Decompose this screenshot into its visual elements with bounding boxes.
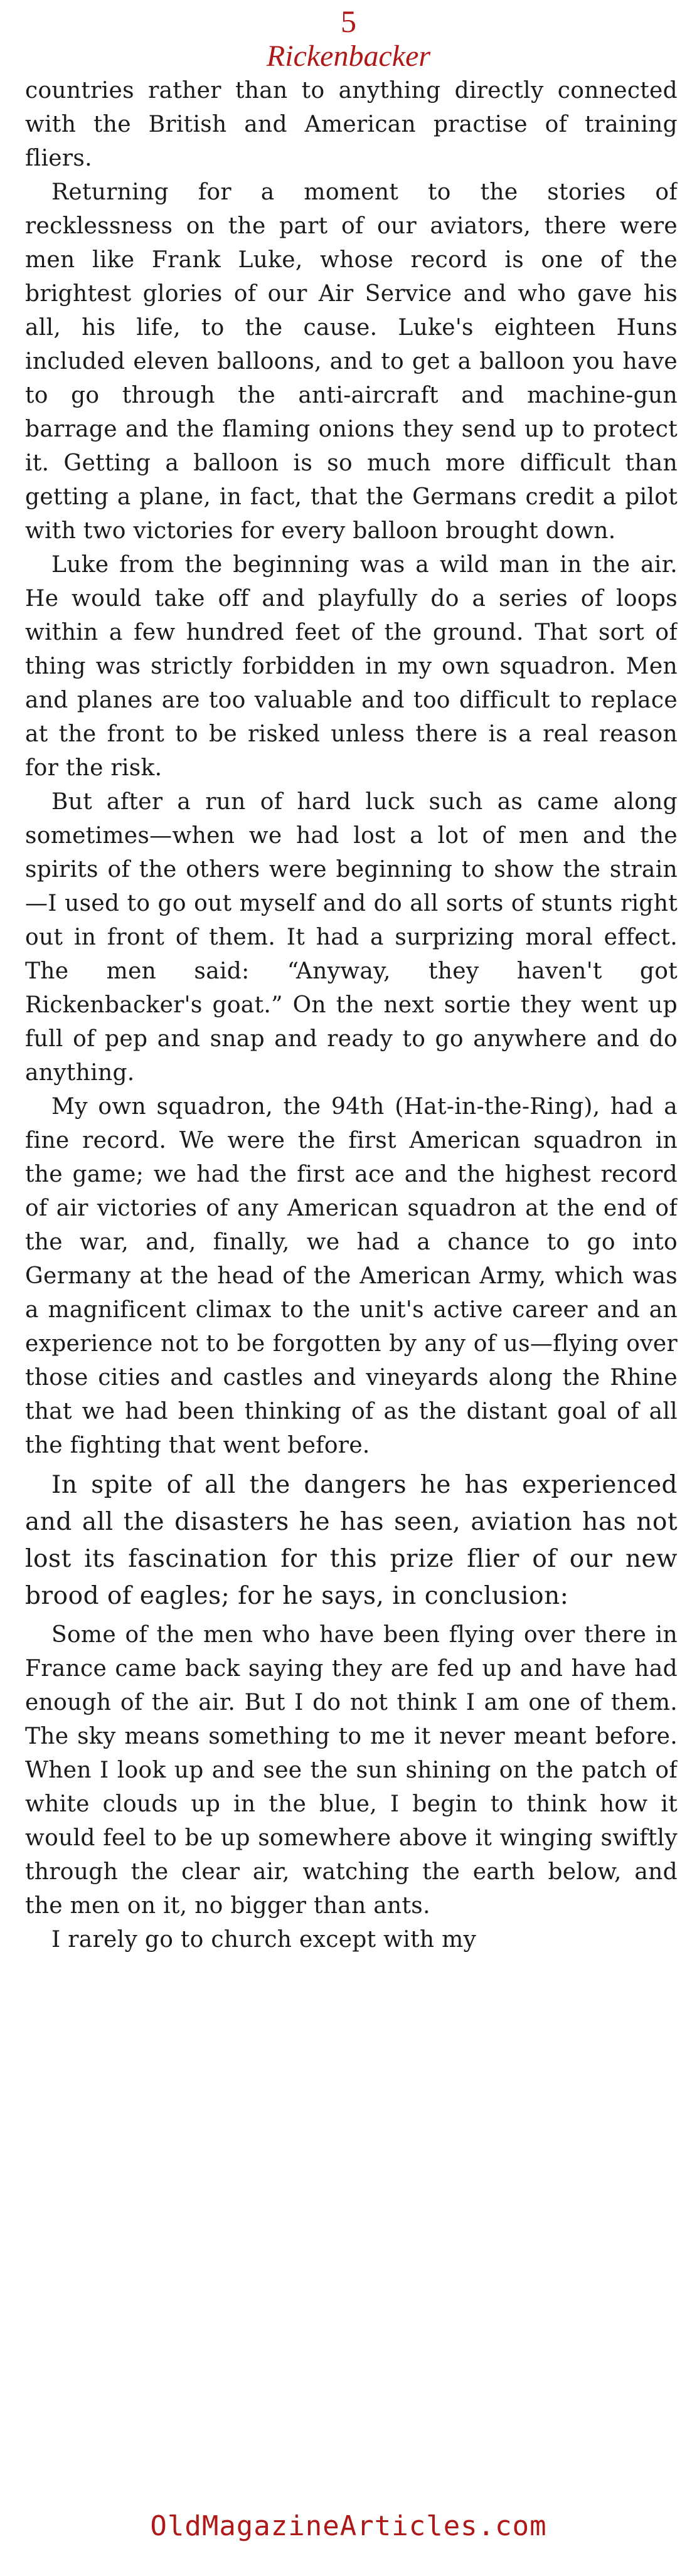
page-title: Rickenbacker <box>266 40 431 73</box>
paragraph-continuation: countries rather than to anything directly connected with the British and American practise of training fliers. <box>25 78 678 171</box>
paragraph-hard-luck: But after a run of hard luck such as came along sometimes—when we had lost a lot of men and the spirits of the others were beginning to show the strain—I used to go out myself and do all sorts of stunts right out in front of them. It had a surprizing moral effect. The men said: “Anyway, they haven't got Rickenbacker's goat.” On the next sortie they went up full of pep and snap and ready to go anywhere and do anything. <box>25 789 678 1086</box>
paragraph-church: I rarely go to church except with my <box>51 1927 477 1953</box>
paragraph-sky-fascination: Some of the men who have been flying over there in France came back saying they are fed up and have had enough of the air. But I do not think I am one of them. The sky means something to me it never meant before. When I look up and see the sun shining on the patch of white clouds up in the blue, I begin to think how it would feel to be up somewhere above it winging swiftly through the clear air, watching the earth below, and the men on it, no bigger than ants. <box>25 1622 678 1919</box>
paragraph-94th-squadron: My own squadron, the 94th (Hat-in-the-Ring), had a fine record. We were the first American squadron in the game; we had the first ace and the highest record of air victories of any American squadron at the end of the war, and, finally, we had a chance to go into Germany at the head of the American Army, which was a magnificent climax to the unit's active career and an experience not to be forgotten by any of us—flying over those cities and castles and vineyards along the Rhine that we had been thinking of as the distant goal of all the fighting that went before. <box>25 1094 678 1458</box>
page-number: 5 <box>341 4 356 39</box>
article-body <box>25 74 678 2495</box>
paragraph-wild-man: Luke from the beginning was a wild man in the air. He would take off and playfully do a series of loops within a few hundred feet of the ground. That sort of thing was strictly forbidden in my own squadron. Men and planes are too valuable and too difficult to replace at the front to be risked unless there is a real reason for the risk. <box>25 552 678 781</box>
site-watermark: OldMagazineArticles.com <box>150 2510 547 2542</box>
paragraph-frank-luke: Returning for a moment to the stories of recklessness on the part of our aviators, there were men like Frank Luke, whose record is one of the brightest glories of our Air Service and who gave his all, his life, to the cause. Luke's eighteen Huns included eleven balloons, and to get a balloon you have to go through the anti-aircraft and machine-gun barrage and the flaming onions they send up to protect it. Getting a balloon is so much more difficult than getting a plane, in fact, that the Germans credit a pilot with two victories for every balloon brought down. <box>25 179 678 544</box>
paragraph-editorial-intro: In spite of all the dangers he has experienced and all the disasters he has seen, aviation has not lost its fascination for this prize flier of our new brood of eagles; for he says, in conclusion: <box>25 1471 678 1610</box>
